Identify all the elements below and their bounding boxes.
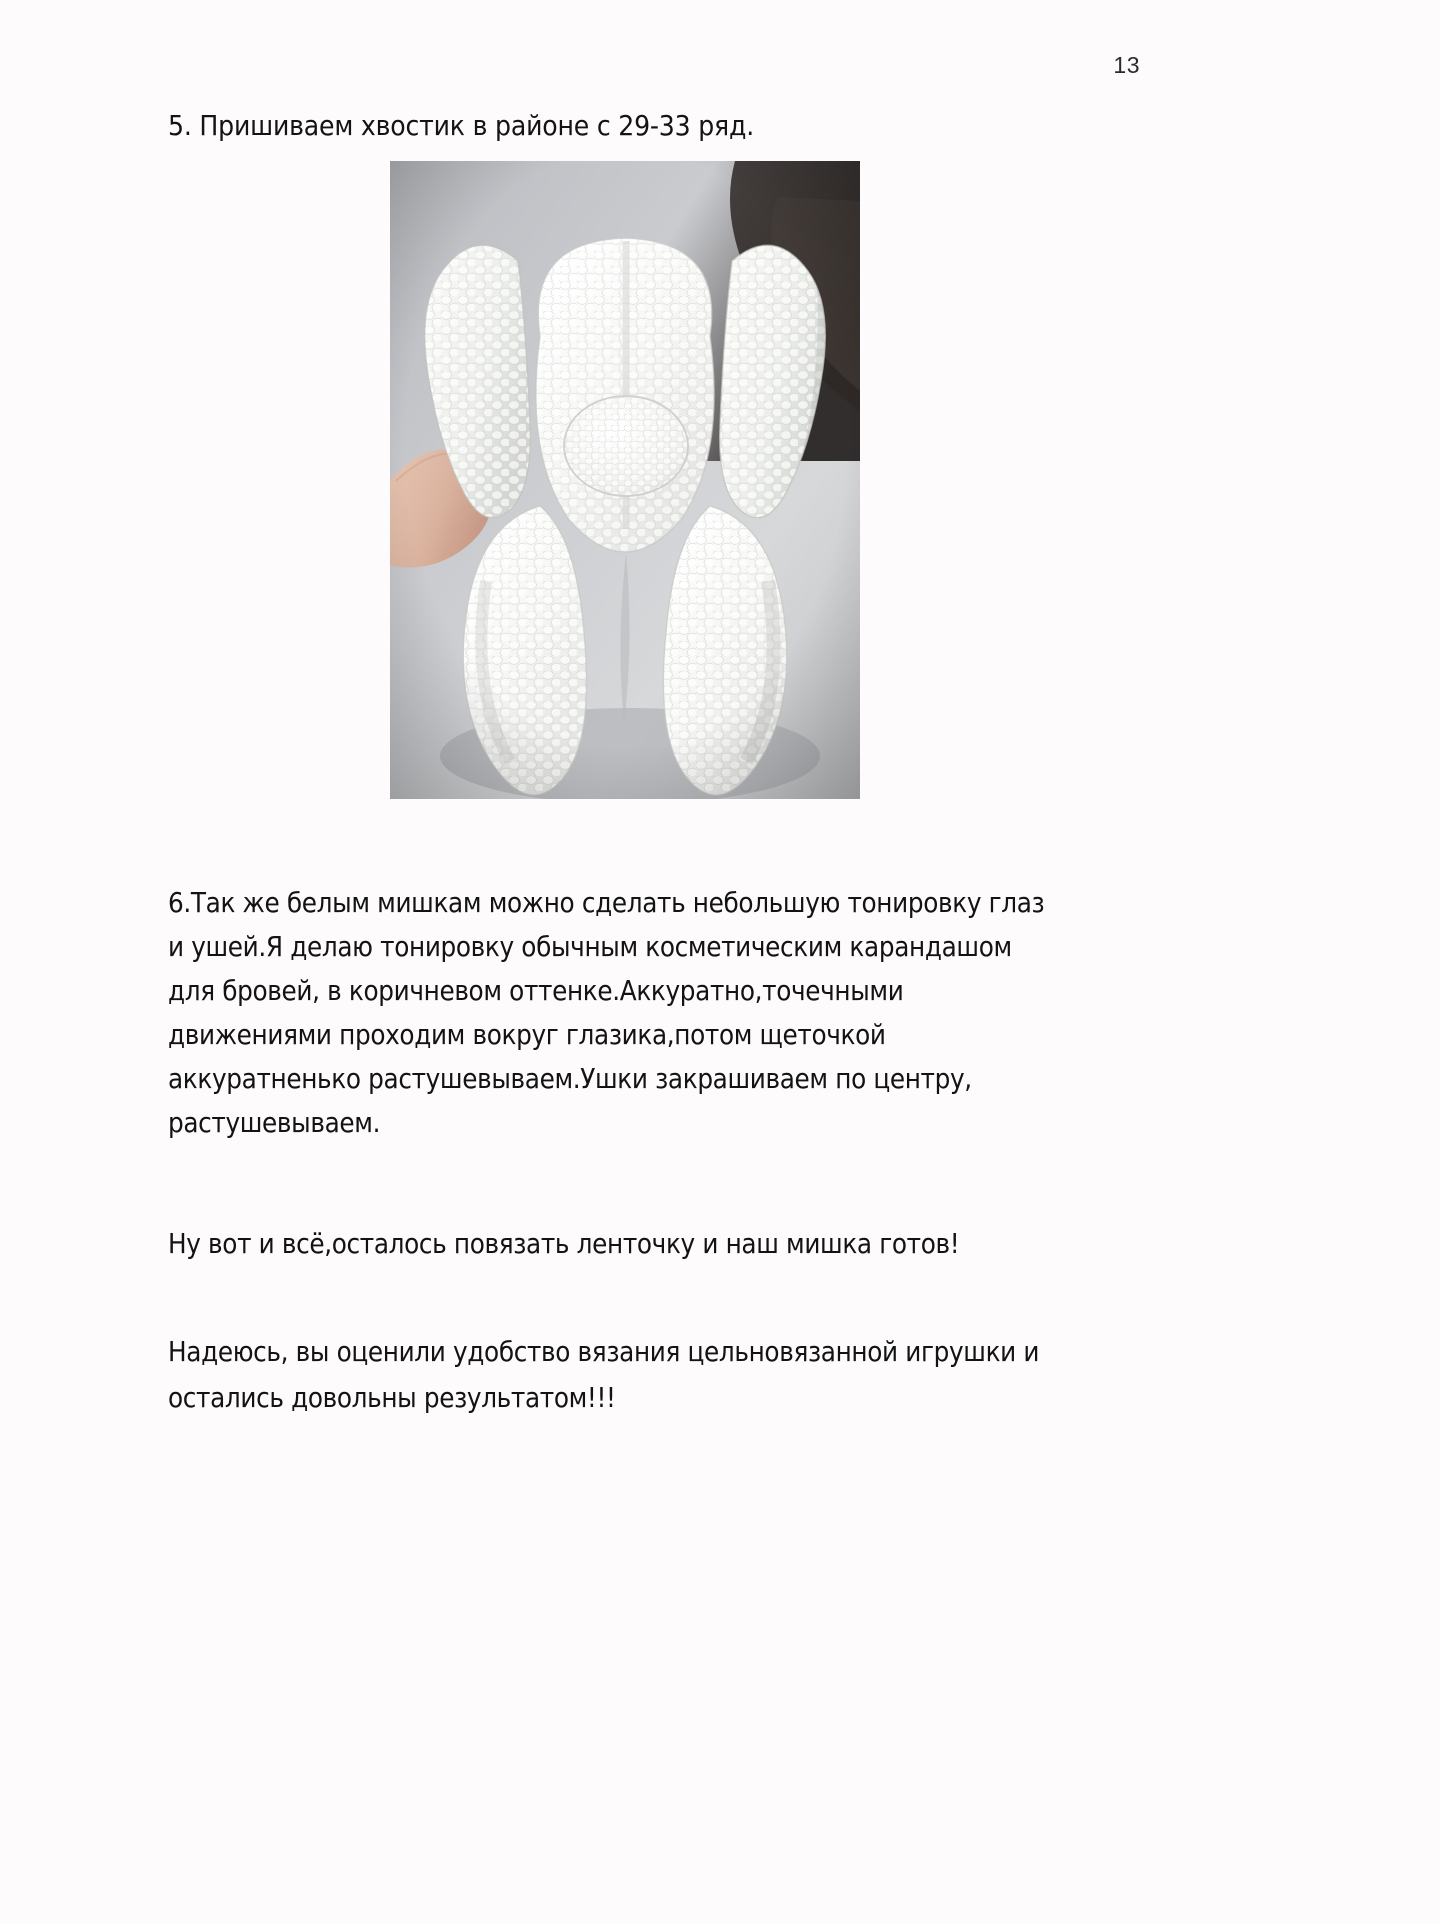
paragraph-6-line-4: движениями проходим вокруг глазика,потом щеточкой — [168, 1019, 886, 1051]
page-content — [168, 108, 1098, 1421]
paragraph-spacer-1 — [168, 1145, 1098, 1221]
closing-2-line-2: остались довольны результатом!!! — [168, 1382, 616, 1414]
paragraph-6-line-6: растушевываем. — [168, 1107, 381, 1139]
closing-paragraph-2 — [168, 1329, 1098, 1421]
page-number: 13 — [1113, 52, 1140, 78]
step-5-heading: 5. Пришиваем хвостик в районе с 29-33 ряд. — [168, 109, 755, 142]
paragraph-6-line-5: аккуратненько растушевываем.Ушки закрашиваем по центру, — [168, 1063, 972, 1095]
toy-photo — [390, 161, 860, 799]
toy-photo-image — [390, 161, 860, 799]
closing-1-line-1: Ну вот и всё,осталось повязать ленточку и наш мишка готов! — [168, 1228, 960, 1260]
closing-paragraph-1 — [168, 1221, 1098, 1267]
paragraph-6-line-2: и ушей.Я делаю тонировку обычным косметическим карандашом — [168, 931, 1012, 963]
instruction-body — [168, 881, 1098, 1421]
paragraph-6-line-1: 6.Так же белым мишкам можно сделать небольшую тонировку глаз — [168, 887, 1045, 919]
closing-2-line-1: Надеюсь, вы оценили удобство вязания цельновязанной игрушки и — [168, 1336, 1040, 1368]
paragraph-6-line-3: для бровей, в коричневом оттенке.Аккуратно,точечными — [168, 975, 904, 1007]
paragraph-6 — [168, 881, 1098, 1145]
paragraph-spacer-2 — [168, 1267, 1098, 1329]
